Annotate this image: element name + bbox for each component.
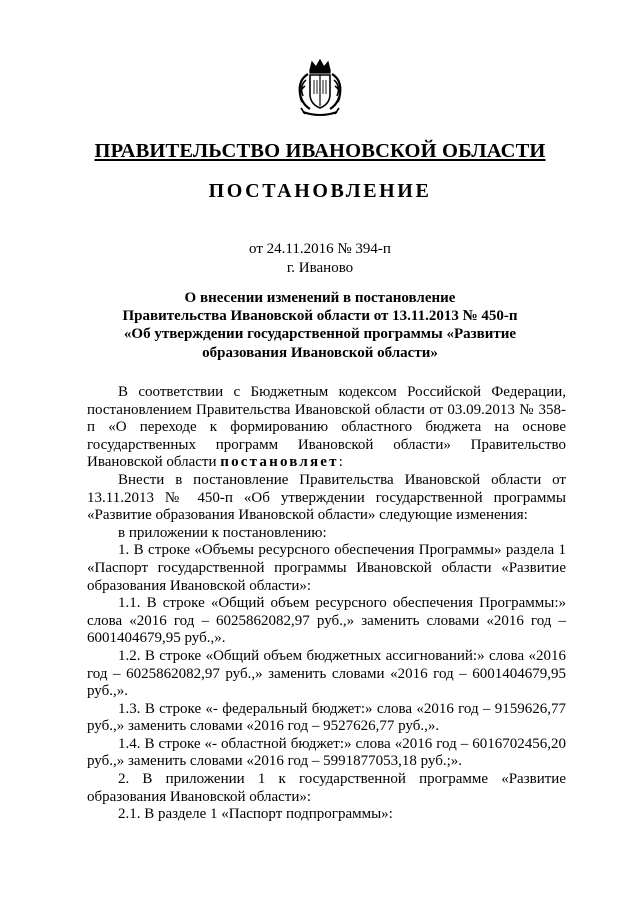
ivanovo-coat-of-arms-icon — [293, 56, 347, 120]
body-paragraph: 1. В строке «Объемы ресурсного обеспечения Программы» раздела 1 «Паспорт государственной программы Ивановской области «Развитие образования Ивановской области»: — [87, 542, 566, 594]
body-paragraph: 1.2. В строке «Общий объем бюджетных ассигнований:» слова «2016 год – 6025862082,97 руб.,» заменить словами «2016 год – 6001404679,95 руб.,». — [87, 647, 566, 700]
document-body — [87, 384, 566, 824]
body-paragraph: в приложении к постановлению: — [118, 524, 327, 541]
body-paragraph: 1.4. В строке «- областной бюджет:» слова «2016 год – 6016702456,20 руб.,» заменить словами «2016 год – 5991877053,18 руб.;». — [87, 735, 566, 770]
subject-line: образования Ивановской области» — [202, 344, 438, 361]
body-paragraph: 2. В приложении 1 к государственной программе «Развитие образования Ивановской области»: — [87, 771, 566, 805]
document-subject — [0, 289, 640, 362]
subject-line: «Об утверждении государственной программы «Развитие — [123, 326, 517, 343]
paragraph-text: В соответствии с Бюджетным кодексом Российской Федерации, постановлением Правительства Ивановской области от 03.09.2013 № 358-п «О переходе к формированию областного бюджета на основе государственных программ Ивановской области» Правительство Ивановской области — [87, 384, 566, 471]
document-type: ПОСТАНОВЛЕНИЕ — [208, 180, 432, 202]
subject-line: О внесении изменений в постановление — [184, 290, 456, 306]
body-paragraph: Внести в постановление Правительства Ивановской области от 13.11.2013 № 450-п «Об утверждении государственной программы «Развитие образования Ивановской области» следующие изменения: — [87, 471, 566, 524]
body-paragraph: 2.1. В разделе 1 «Паспорт подпрограммы»: — [118, 806, 393, 823]
paragraph-punct: : — [338, 454, 343, 471]
body-paragraph: 1.3. В строке «- федеральный бюджет:» слова «2016 год – 9159626,77 руб.,» заменить словами «2016 год – 9527626,77 руб.,». — [87, 700, 566, 735]
body-paragraph — [87, 384, 566, 472]
government-title: ПРАВИТЕЛЬСТВО ИВАНОВСКОЙ ОБЛАСТИ — [94, 140, 546, 162]
subject-line: Правительства Ивановской области от 13.11.2013 № 450-п — [122, 308, 518, 325]
document-date-number: от 24.11.2016 № 394-п — [249, 241, 391, 257]
body-paragraph: 1.1. В строке «Общий объем ресурсного обеспечения Программы:» слова «2016 год – 6025862082,97 руб.,» заменить словами «2016 год – 6001404679,95 руб.,». — [87, 595, 566, 647]
resolution-verb: постановляет — [220, 454, 339, 471]
document-city: г. Иваново — [286, 260, 354, 276]
